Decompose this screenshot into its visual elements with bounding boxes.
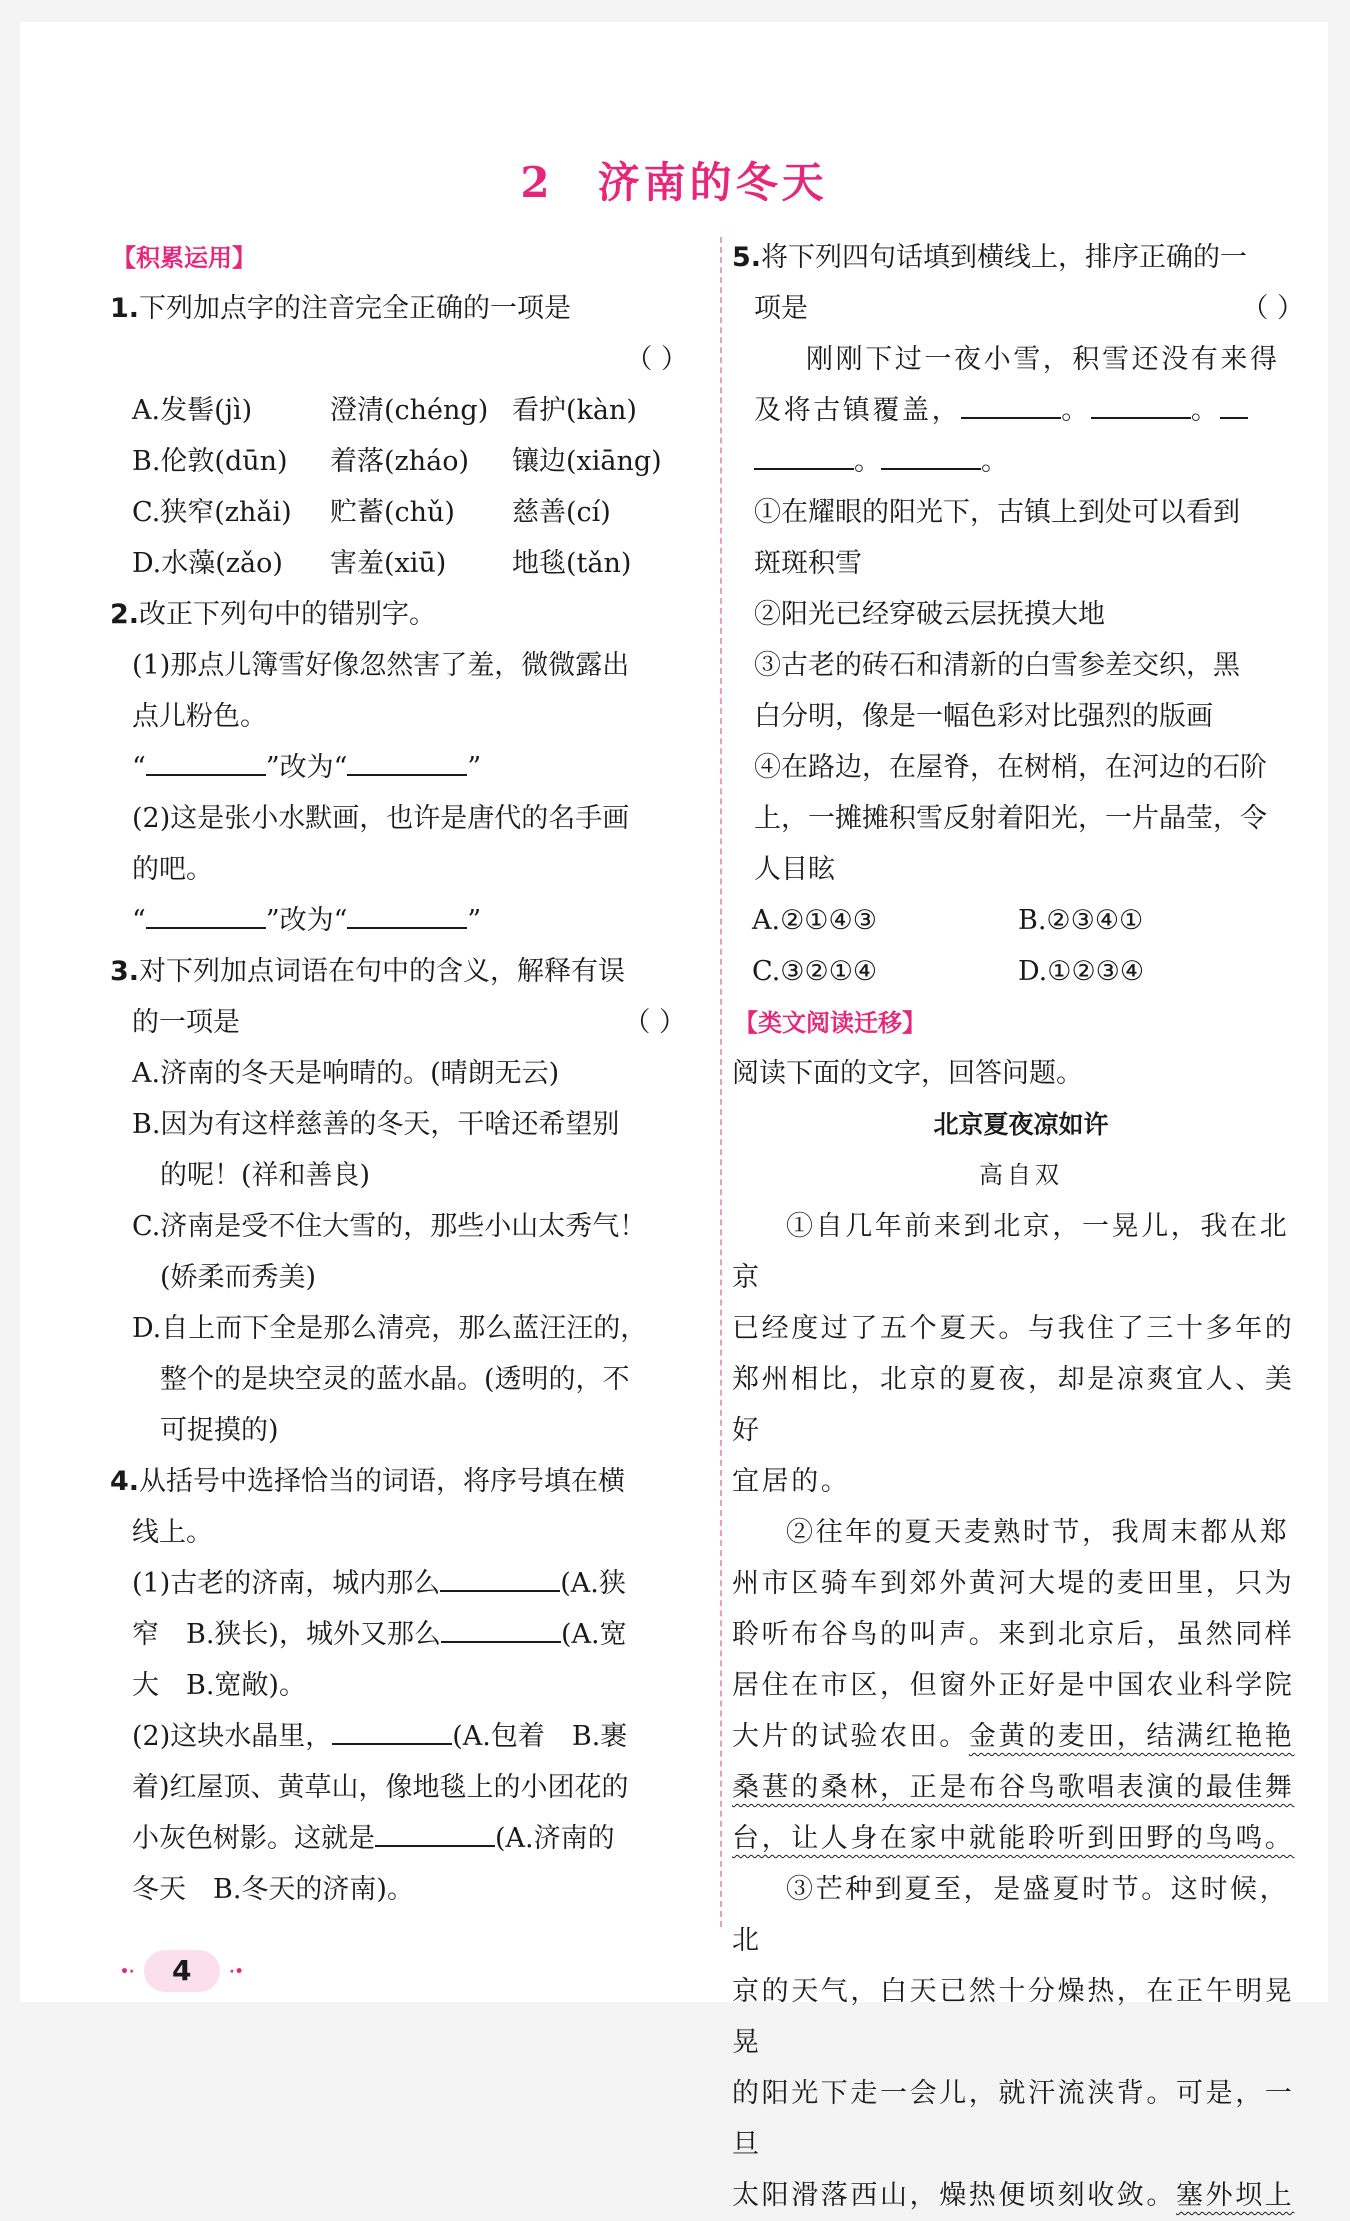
q1-answer-paren[interactable]: （ ） [625, 344, 688, 375]
q5-option-a: A.②①④③ [752, 905, 877, 936]
q4-line-3: 大 B.宽敞)。 [132, 1670, 306, 1701]
q2-number: 2. [110, 599, 140, 630]
q4-blank-2[interactable] [441, 1611, 561, 1643]
q1-option-a3: 看护(kàn) [512, 395, 637, 426]
q5-passage-1: 刚刚下过一夜小雪，积雪还没有来得 [806, 344, 1280, 375]
q3-option-d2: 整个的是块空灵的蓝水晶。(透明的，不 [160, 1364, 630, 1395]
q5-blank-4[interactable] [881, 438, 981, 470]
q3-answer-paren[interactable]: （ ） [623, 1007, 686, 1038]
q5-sentence-4a: ④在路边，在屋脊，在树梢，在河边的石阶 [754, 752, 1267, 783]
q1-option-d3: 地毯(tǎn) [512, 548, 632, 579]
q1-option-b1: B.伦敦(dūn) [132, 446, 288, 477]
passage-paragraph-1: ①自几年前来到北京，一晃儿，我在北京 已经度过了五个夏天。与我住了三十多年的 郑州相比，北京的夏夜，却是凉爽宜人、美好 宜居的。 [732, 1211, 1295, 1497]
q2-correction-1: “ ”改为“ ” [110, 742, 692, 793]
q1-option-d1: D.水藻(zǎo) [132, 548, 283, 579]
q2-blank-2a[interactable] [146, 897, 266, 929]
question-4: 4.从括号中选择恰当的词语，将序号填在横 线上。 (1)古老的济南，城内那么 (A.狭 窄 B.狭长)，城外又那么 (A.宽 大 B.宽敞)。 (2)这块水晶里， (A.包着 B.裹 着)红屋顶、黄草山，像地毯上的小团花的 小灰色树影。这就是 (A.济南的 冬天 B.冬天的济南)。 [110, 1456, 692, 1915]
q4-number: 4. [110, 1466, 140, 1497]
section-accumulate: 【 积累运用 】 [110, 237, 258, 279]
dots-decoration-icon: ·• [229, 1964, 244, 1980]
passage-title: 北京夏夜凉如许 [933, 1110, 1109, 1139]
q4-line-5: 着)红屋顶、黄草山，像地毯上的小团花的 [132, 1772, 629, 1803]
q1-option-c2: 贮蓄(chǔ) [330, 497, 455, 528]
q2-blank-1a[interactable] [146, 744, 266, 776]
page [20, 22, 1328, 2211]
q5-option-d: D.①②③④ [1018, 956, 1145, 987]
q2-sentence-2a: (2)这是张小水默画，也许是唐代的名手画 [132, 803, 630, 834]
question-3 [110, 946, 692, 1456]
q4-stem-a: 从括号中选择恰当的词语，将序号填在横 [139, 1466, 626, 1497]
q5-sentence-2: ②阳光已经穿破云层抚摸大地 [754, 599, 1105, 630]
reading-intro: 阅读下面的文字，回答问题。 [732, 1058, 1083, 1089]
passage-paragraph-3: ③芒种到夏至，是盛夏时节。这时候，北 京的天气，白天已然十分燥热，在正午明晃晃 的阳光下走一会儿，就汗流浃背。可是，一旦 太阳滑落西山，燥热便顷刻收敛。塞外坝上 [732, 1874, 1295, 2211]
left-column [110, 232, 692, 1915]
question-1 [110, 283, 692, 589]
q5-sentence-1a: ①在耀眼的阳光下，古镇上到处可以看到 [754, 497, 1240, 528]
q4-blank-4[interactable] [375, 1815, 495, 1847]
q5-sentence-3b: 白分明，像是一幅色彩对比强烈的版画 [754, 701, 1213, 732]
question-2 [110, 589, 692, 946]
q5-answer-paren[interactable]: （ ） [1241, 293, 1304, 324]
q3-number: 3. [110, 956, 140, 987]
q2-sentence-1b: 点儿粉色。 [132, 701, 267, 732]
q3-option-c1: C.济南是受不住大雪的，那些小山太秀气！ [132, 1211, 647, 1242]
q2-blank-2b[interactable] [347, 897, 467, 929]
q2-blank-1b[interactable] [347, 744, 467, 776]
q5-blank-3b[interactable] [754, 438, 854, 470]
right-column [732, 232, 1310, 2221]
q4-stem-b: 线上。 [132, 1517, 213, 1548]
dots-decoration-icon: •· [120, 1964, 135, 1980]
lesson-name: 济南的冬天 [597, 158, 828, 207]
q5-sentence-3a: ③古老的砖石和清新的白雪参差交织，黑 [754, 650, 1240, 681]
page-number: 4 [144, 1950, 219, 1992]
page-number-badge [120, 1950, 244, 1992]
q2-stem: 改正下列句中的错别字。 [139, 599, 437, 630]
q1-option-d2: 害羞(xiū) [330, 548, 447, 579]
q1-option-c1: C.狭窄(zhǎi) [132, 497, 292, 528]
q2-sentence-1a: (1)那点儿簿雪好像忽然害了羞，微微露出 [132, 650, 630, 681]
q5-number: 5. [732, 242, 762, 273]
q5-blank-1[interactable] [961, 387, 1061, 419]
q3-option-b1: B.因为有这样慈善的冬天，干啥还希望别 [132, 1109, 620, 1140]
q4-blank-1[interactable] [440, 1560, 560, 1592]
passage-author: 高自双 [979, 1161, 1063, 1189]
q1-number: 1. [110, 293, 140, 324]
q5-blank-3a[interactable] [1220, 387, 1248, 419]
underlined-sentence: 金黄的麦田，结满红艳艳 [968, 1721, 1295, 1752]
q5-sentence-4b: 上，一摊摊积雪反射着阳光，一片晶莹，令 [754, 803, 1267, 834]
passage-paragraph-2: ②往年的夏天麦熟时节，我周末都从郑 州市区骑车到郊外黄河大堤的麦田里，只为 聆听布谷鸟的叫声。来到北京后，虽然同样 居住在市区，但窗外正好是中国农业科学院 大片的试验农田。金黄的麦田，结满红艳艳 桑葚的桑林，正是布谷鸟歌唱表演的最佳舞 台，让人身在家中就能聆听到田野的鸟鸣。 [732, 1517, 1295, 1854]
q5-option-b: B.②③④① [1018, 905, 1144, 936]
q5-sentence-4c: 人目眩 [754, 854, 835, 885]
q3-stem-b: 的一项是 [132, 1007, 240, 1038]
q5-blank-2[interactable] [1091, 387, 1191, 419]
lesson-title [20, 150, 1328, 210]
q1-option-a1: A.发髻(jì) [132, 395, 253, 426]
q3-stem-a: 对下列加点词语在句中的含义，解释有误 [139, 956, 626, 987]
underlined-phrase: 塞外坝上 [1176, 2180, 1295, 2211]
q4-blank-3[interactable] [332, 1713, 452, 1745]
q4-line-7: 冬天 B.冬天的济南)。 [132, 1874, 414, 1905]
column-divider [720, 237, 722, 1927]
q1-option-a2: 澄清(chéng) [330, 395, 489, 426]
q5-options [732, 895, 1310, 997]
lesson-number: 2 [520, 158, 554, 207]
q3-option-d3: 可捉摸的) [160, 1415, 279, 1446]
q1-option-b2: 着落(zháo) [330, 446, 470, 477]
q1-stem: 下列加点字的注音完全正确的一项是 [139, 293, 572, 324]
q5-stem-a: 将下列四句话填到横线上，排序正确的一 [761, 242, 1248, 273]
q5-stem-b: 项是 [754, 293, 808, 324]
q3-option-c2: (娇柔而秀美) [160, 1262, 317, 1293]
q3-option-d1: D.自上而下全是那么清亮，那么蓝汪汪的， [132, 1313, 648, 1344]
question-5: 5.将下列四句话填到横线上，排序正确的一 项是 （ ） 刚刚下过一夜小雪，积雪还没有来得 及将古镇覆盖， 。 。 。 。 ①在耀眼的阳光下，古镇上到处可以看到 斑斑积雪 ②阳光已经穿破云层抚摸大地 ③古老的砖石和清新的白雪参差交织，黑 白分明，像是一幅色彩对比强烈的版画 ④在路边，在屋脊，在树梢，在河边的石阶 上，一摊摊积雪反射着阳光，一片晶莹，令 人目眩 A.②①④③ B.②③④① C.③②①④ D.①②③④ [732, 232, 1310, 997]
section-reading: 【 类文阅读迁移 】 [732, 1002, 928, 1044]
q3-option-b2: 的呢！(祥和善良) [160, 1160, 371, 1191]
q3-option-a: A.济南的冬天是响晴的。(晴朗无云) [132, 1058, 560, 1089]
q1-options [110, 385, 692, 589]
q1-option-c3: 慈善(cí) [512, 497, 611, 528]
q5-sentence-1b: 斑斑积雪 [754, 548, 862, 579]
q2-correction-2: “ ”改为“ ” [110, 895, 692, 946]
q1-option-b3: 镶边(xiāng) [512, 446, 662, 477]
q2-sentence-2b: 的吧。 [132, 854, 213, 885]
q5-option-c: C.③②①④ [752, 956, 878, 987]
